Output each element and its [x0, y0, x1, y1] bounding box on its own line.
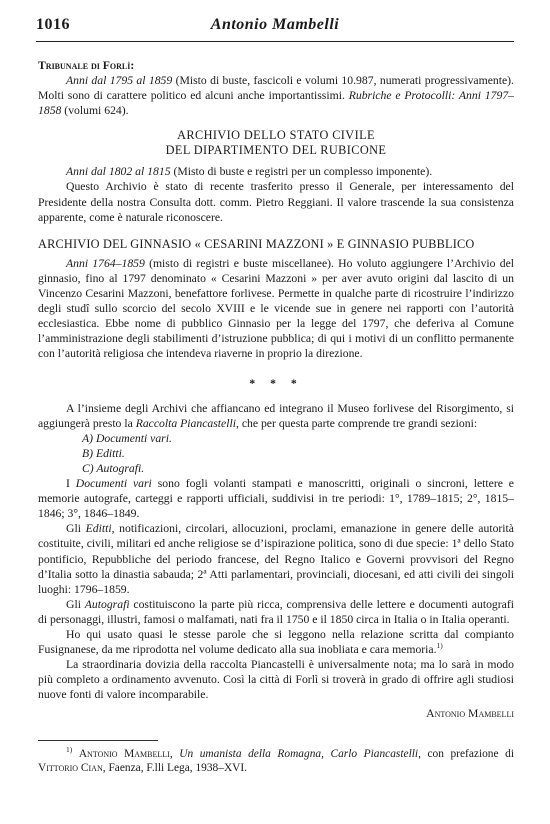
straordinaria-paragraph: La straordinaria dovizia della raccolta Piancastelli è universalmente nota; ma lo sarà in modo più completo a ordinamento avvenuto. Così la città di Forlì si troverà in grado di offrire agli studiosi nuove fonti di valore incomparabile.: [38, 658, 514, 702]
running-title: Antonio Mambelli: [210, 16, 340, 33]
sections-list: [38, 431, 514, 476]
page-header: [36, 16, 514, 40]
usato-paragraph: Ho qui usato quasi le stesse parole che si leggono nella relazione scritta dal compianto Fusignanese, da me riprodotta nel volume dedicato alla sua inobliata e cara memoria.$^{1)}$: [38, 628, 514, 657]
stato-civile-years: Anni dal 1802 al 1815 (Misto di buste e registri per un complesso imponente).: [66, 165, 433, 179]
stato-civile-paragraph: Questo Archivio è stato di recente trasferito presso il Generale, per interessamento del Presidente della nostra Consulta dott. comm. Pietro Reggiani. Il valore trascende la sua consistenza apparente, come è naturale riconoscere.: [38, 180, 514, 224]
list-item: B) Editti.: [82, 446, 125, 460]
footnote-ref[interactable]: 1): [436, 641, 443, 651]
list-item: A) Documenti vari.: [82, 431, 172, 445]
editti-paragraph: Gli Editti, notificazioni, circolari, allocuzioni, proclami, emanazione in genere delle autorità costituite, civili, militari ed anche religiose se d’ispirazione politica, sono di due specie: 1ª dello Stato pontificio, Repubbliche del periodo francese, del Regno Italico e Governi provvisori del Regno d’Italia sotto la dinastia sabauda; 2ª Atti parlamentari, provinciali, diocesani, ed atti civili dei singoli luoghi: 1796–1859.: [38, 522, 514, 596]
stato-civile-heading: ARCHIVIO DELLO STATO CIVILE DEL DIPARTIMENTO DEL RUBICONE: [165, 128, 387, 158]
tribunale-heading: Tribunale di Forlì:: [38, 59, 135, 72]
header-rule: [36, 41, 514, 42]
footnote: $^{1)}$ Antonio Mambelli, Un umanista della Romagna, Carlo Piancastelli, con prefazione di Vittorio Cian, Faenza, F.lli Lega, 1938–XVI.: [38, 744, 514, 774]
intro-paragraph: A l’insieme degli Archivi che affiancano ed integrano il Museo forlivese del Risorgimento, si aggiungerà presto la Raccolta Piancastelli, che per questa parte comprende tre grandi sezioni:: [38, 401, 514, 430]
ginnasio-paragraph: Anni 1764–1859 (misto di registri e buste miscellanee). Ho voluto aggiungere l’Archivio del ginnasio, fino al 1797 denominato « Cesarini Mazzoni » per aver avuto origini dal lascito di un Vincenzo Cesarini Mazzoni, benefattore forlivese. Permette in qualche parte di ricostruire l’indirizzo degli studî sullo scorcio del secolo XVIII e le vicende sue in genere nei rapporti con l’autorità ecclesiastica. Ebbe nome di pubblico Ginnasio per la legge del 1797, che deferiva al Comune l’amministrazione degli stabilimenti d’istruzione pubblica; di qui i motivi di un conflitto permanente con l’autorità religiosa che intendeva riaverne in proprio la direzione.: [38, 256, 515, 361]
page-body: [38, 58, 514, 775]
tribunale-paragraph: Anni dal 1795 al 1859 (Misto di buste, fascicoli e volumi 10.987, numerati progressivamente). Molti sono di carattere politico ed alcuni anche importantissimi. Rubriche e Protocolli: Anni 1797–1858 (volumi 624).: [38, 74, 515, 118]
documenti-paragraph: I Documenti vari sono fogli volanti stampati e manoscritti, originali o sincroni, lettere e memorie autografe, carteggi e rapporti ufficiali, suddivisi in tre periodi: 1°, 1789–1815; 2°, 1815–1846; 3°, 1846–1849.: [38, 477, 514, 521]
page-number: 1016: [36, 16, 70, 33]
footnote-rule: [38, 740, 158, 741]
section-separator: * * *: [249, 376, 303, 390]
list-item: C) Autografi.: [82, 461, 145, 475]
ginnasio-heading: ARCHIVIO DEL GINNASIO « CESARINI MAZZONI » E GINNASIO PUBBLICO: [38, 236, 475, 251]
autografi-paragraph: Gli Autografi costituiscono la parte più ricca, comprensiva delle lettere e documenti autografi di personaggi, illustri, famosi o malfamati, nati fra il 1750 e il 1850 circa in Italia o in Italia operanti.: [38, 597, 514, 626]
signature: Antonio Mambelli: [426, 707, 514, 721]
